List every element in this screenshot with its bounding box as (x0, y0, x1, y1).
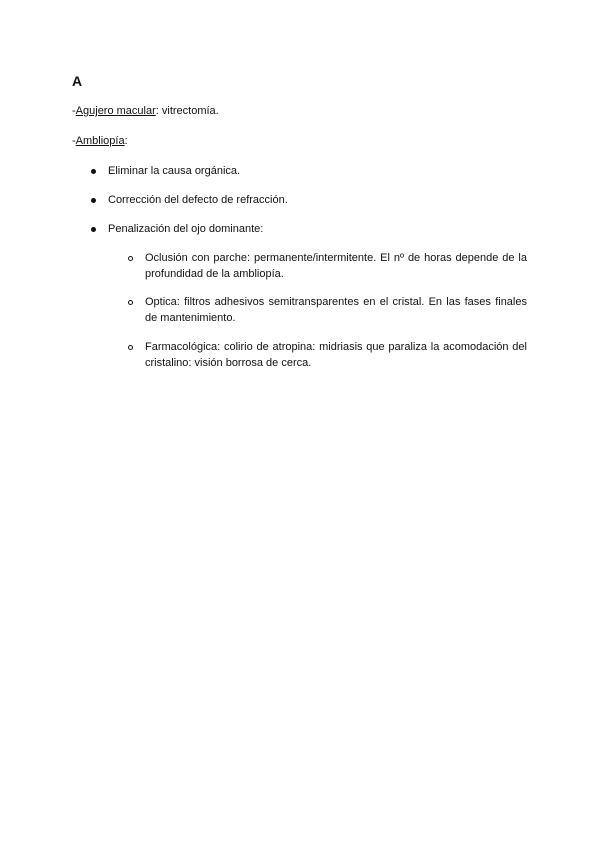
section-heading: A (72, 73, 83, 89)
sub-list-item: Farmacológica: colirio de atropina: midriasis que paraliza la acomodación del cristalino: visión borrosa de cerca. (145, 341, 527, 369)
sub-list-item: Oclusión con parche: permanente/intermitente. El nº de horas depende de la profundidad de la ambliopía. (145, 252, 527, 280)
bullet-circle-icon (128, 300, 133, 305)
bullet-dot-icon (91, 227, 96, 232)
line-prefix: - (72, 105, 76, 117)
line-suffix: : (124, 135, 128, 147)
line-agujero-macular (72, 104, 219, 119)
bullet-circle-icon (128, 256, 133, 261)
bullet-dot-icon (91, 198, 96, 203)
line-suffix: : vitrectomía. (155, 105, 219, 117)
line-prefix: - (72, 135, 76, 147)
sub-list-item: Optica: filtros adhesivos semitransparentes en el cristal. En las fases finales de mantenimiento. (145, 296, 527, 324)
term-agujero-macular: Agujero macular (75, 105, 156, 117)
list-item: Corrección del defecto de refracción. (108, 194, 288, 206)
list-item: Penalización del ojo dominante: (108, 223, 264, 235)
bullet-dot-icon (91, 169, 96, 174)
bullet-circle-icon (128, 345, 133, 350)
term-ambliopia: Ambliopía (75, 135, 125, 147)
list-item: Eliminar la causa orgánica. (108, 165, 241, 177)
line-ambliopia (72, 134, 128, 149)
